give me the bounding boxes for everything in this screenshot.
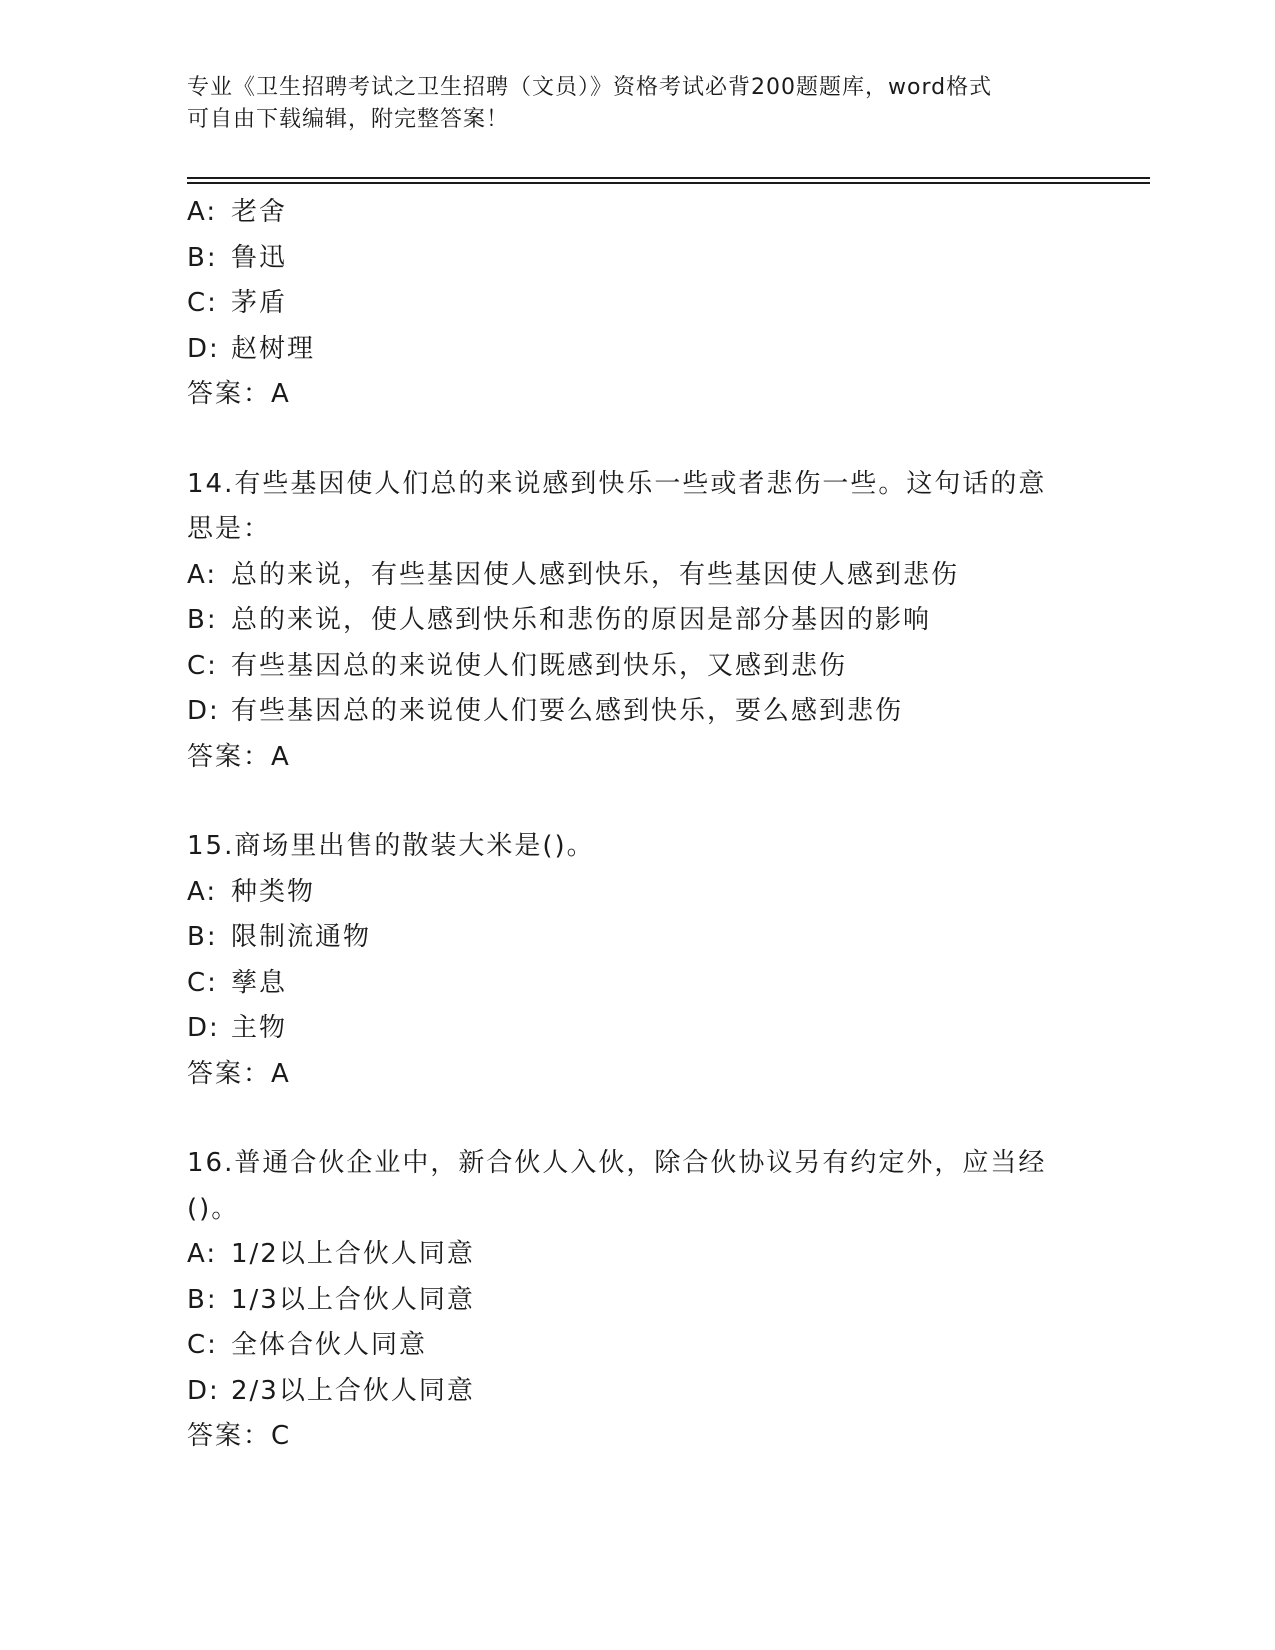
spacer [187, 1097, 1087, 1141]
question-text-line-2: 思是： [187, 514, 272, 544]
question-text-line-2: ()。 [187, 1193, 240, 1224]
spacer [187, 418, 1087, 462]
option-c [187, 961, 1087, 1007]
option-b [187, 915, 1087, 961]
header-divider-bottom [187, 182, 1150, 184]
option-d [187, 1369, 1087, 1415]
option-key: D: [187, 333, 220, 364]
header-line-1: 专业《卫生招聘考试之卫生招聘（文员）》资格考试必背200题题库，word格式 [187, 75, 993, 100]
option-text: 总的来说，使人感到快乐和悲伤的原因是部分基因的影响 [231, 605, 932, 635]
option-key: A: [187, 197, 218, 227]
document-header [187, 72, 1067, 136]
option-text: 1/2以上合伙人同意 [231, 1239, 475, 1269]
option-key: C: [187, 288, 218, 318]
option-key: B: [187, 242, 218, 273]
spacer [187, 780, 1087, 824]
question-text-line-1: 14.有些基因使人们总的来说感到快乐一些或者悲伤一些。这句话的意 [187, 468, 1047, 499]
option-text: 种类物 [231, 876, 316, 907]
option-key: B: [187, 1284, 218, 1315]
question-13-options [187, 190, 1087, 418]
option-key: A: [187, 1239, 218, 1269]
option-c [187, 1323, 1087, 1369]
option-text: 赵树理 [231, 333, 316, 364]
option-text: 1/3以上合伙人同意 [231, 1284, 475, 1315]
option-text: 老舍 [231, 197, 288, 227]
option-key: B: [187, 922, 218, 952]
option-key: C: [187, 650, 218, 681]
option-text: 2/3以上合伙人同意 [231, 1375, 475, 1406]
answer: 答案：C [187, 1421, 292, 1451]
option-d [187, 327, 1087, 373]
option-key: C: [187, 1330, 218, 1360]
option-key: A: [187, 876, 218, 907]
header-line-2: 可自由下载编辑，附完整答案！ [187, 107, 510, 132]
answer: 答案：A [187, 741, 291, 772]
option-key: C: [187, 967, 218, 998]
option-c [187, 644, 1087, 690]
answer: 答案：A [187, 379, 291, 409]
option-text: 限制流通物 [231, 922, 372, 952]
option-text: 主物 [231, 1013, 288, 1043]
option-text: 孳息 [231, 967, 288, 998]
question-16 [187, 1141, 1087, 1460]
question-14 [187, 462, 1087, 781]
option-b [187, 598, 1087, 644]
option-text: 茅盾 [231, 288, 288, 318]
option-key: D: [187, 1013, 220, 1043]
option-key: D: [187, 1375, 220, 1406]
answer: 答案：A [187, 1058, 291, 1089]
option-text: 鲁迅 [231, 242, 288, 273]
option-key: A: [187, 559, 218, 590]
option-d [187, 1006, 1087, 1052]
option-a [187, 553, 1087, 599]
option-b [187, 236, 1087, 282]
option-b [187, 1278, 1087, 1324]
question-text-line-1: 16.普通合伙企业中，新合伙人入伙，除合伙协议另有约定外，应当经 [187, 1148, 1047, 1178]
option-a [187, 190, 1087, 236]
question-text-line-1: 15.商场里出售的散装大米是()。 [187, 831, 595, 861]
option-c [187, 281, 1087, 327]
option-key: B: [187, 605, 218, 635]
header-divider-top [187, 177, 1150, 179]
option-text: 有些基因总的来说使人们既感到快乐，又感到悲伤 [231, 650, 848, 681]
option-key: D: [187, 696, 220, 726]
option-a [187, 1232, 1087, 1278]
option-a [187, 870, 1087, 916]
option-d [187, 689, 1087, 735]
option-text: 总的来说，有些基因使人感到快乐，有些基因使人感到悲伤 [231, 559, 960, 590]
option-text: 有些基因总的来说使人们要么感到快乐，要么感到悲伤 [231, 696, 904, 726]
question-content [187, 190, 1087, 1460]
option-text: 全体合伙人同意 [231, 1330, 428, 1360]
question-15 [187, 824, 1087, 1097]
